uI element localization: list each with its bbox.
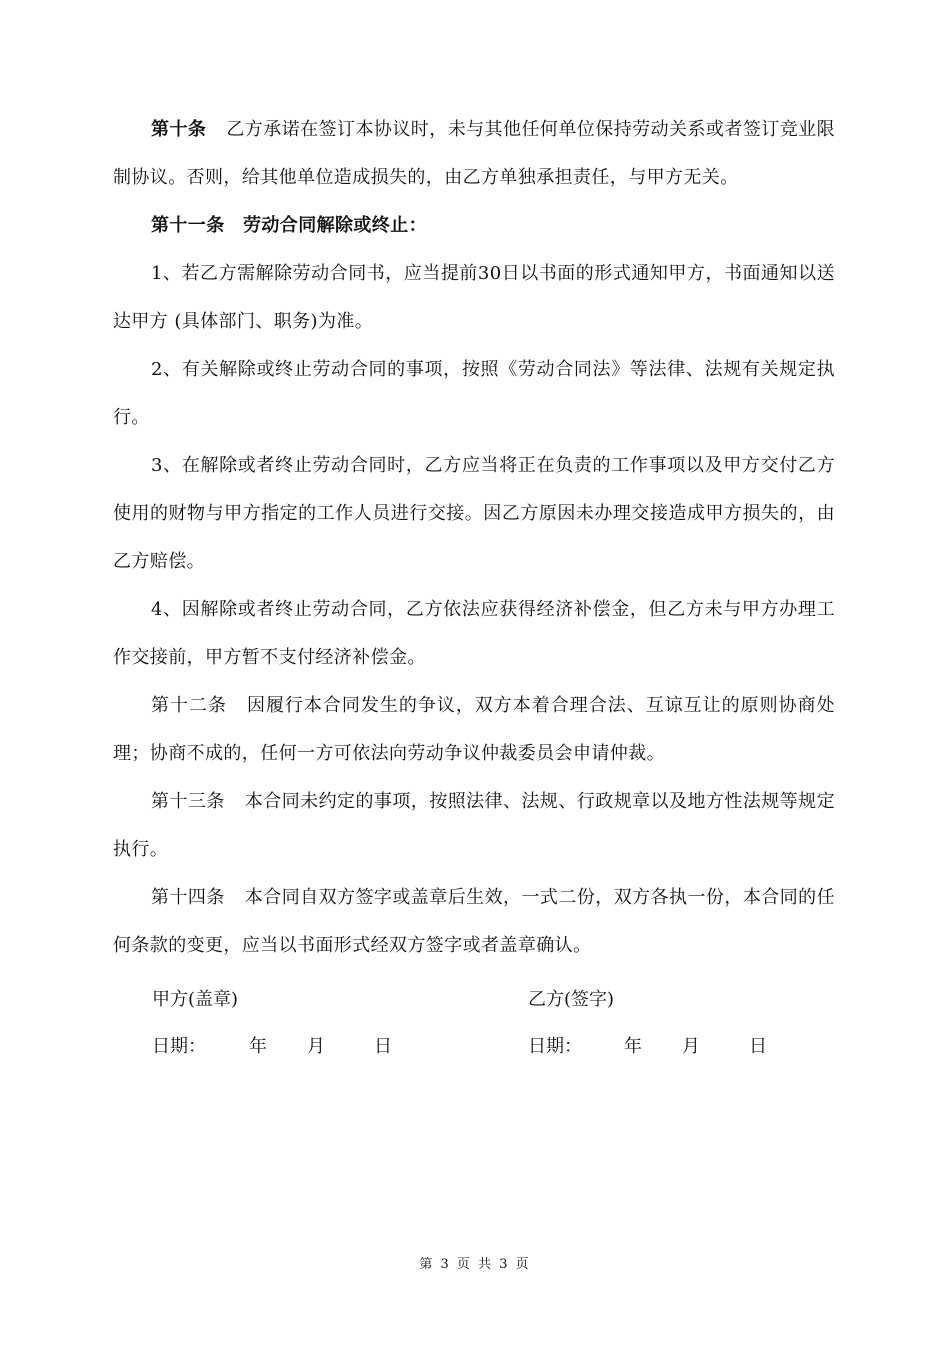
article-11-item-2: 2、有关解除或终止劳动合同的事项，按照《劳动合同法》等法律、法规有关规定执行。 <box>113 359 835 428</box>
party-a-date-year: 年 <box>249 1036 267 1057</box>
article-11-heading: 第十一条 劳动合同解除或终止： <box>151 215 427 236</box>
party-b-sign-label: 乙方(签字) <box>528 989 615 1010</box>
party-a-date-month: 月 <box>307 1036 325 1057</box>
article-12-text: 因履行本合同发生的争议，双方本着合理合法、互谅互让的原则协商处理；协商不成的，任何一方可依法向劳动争议仲裁委员会申请仲裁。 <box>113 695 835 764</box>
article-11-item-4: 4、因解除或者终止劳动合同，乙方依法应获得经济补偿金，但乙方未与甲方办理工作交接前，甲方暂不支付经济补偿金。 <box>113 599 835 668</box>
party-a-date-label: 日期： <box>152 1036 206 1057</box>
article-10 <box>113 106 835 202</box>
article-10-heading: 第十条 <box>151 119 207 140</box>
signature-date-row <box>152 1027 832 1067</box>
article-13-text: 本合同未约定的事项，按照法律、法规、行政规章以及地方性法规等规定执行。 <box>113 791 836 860</box>
article-14-heading: 第十四条 <box>151 887 225 908</box>
article-12 <box>113 682 835 778</box>
party-a-seal-label: 甲方(盖章) <box>152 989 239 1010</box>
party-b-date-day: 日 <box>749 1036 767 1057</box>
article-11-item-1: 1、若乙方需解除劳动合同书，应当提前30日以书面的形式通知甲方，书面通知以送达甲方 (具体部门、职务)为准。 <box>113 263 835 332</box>
article-11-item-3: 3、在解除或者终止劳动合同时，乙方应当将正在负责的工作事项以及甲方交付乙方使用的财物与甲方指定的工作人员进行交接。因乙方原因未办理交接造成甲方损失的，由乙方赔偿。 <box>113 455 835 572</box>
article-12-heading: 第十二条 <box>151 695 227 716</box>
party-b-date-label: 日期： <box>528 1036 582 1057</box>
party-b-date-year: 年 <box>624 1036 642 1057</box>
article-13 <box>113 778 835 874</box>
article-13-heading: 第十三条 <box>151 791 225 812</box>
article-14-text: 本合同自双方签字或盖章后生效，一式二份，双方各执一份，本合同的任何条款的变更，应当以书面形式经双方签字或者盖章确认。 <box>113 887 836 956</box>
signature-parties-row <box>152 980 832 1020</box>
document-body <box>113 106 835 970</box>
party-a-date-day: 日 <box>374 1036 392 1057</box>
party-b-date-month: 月 <box>682 1036 700 1057</box>
article-14 <box>113 874 835 970</box>
article-10-text: 乙方承诺在签订本协议时，未与其他任何单位保持劳动关系或者签订竞业限制协议。否则，给其他单位造成损失的，由乙方单独承担责任，与甲方无关。 <box>113 119 835 188</box>
page-footer: 第 3 页 共 3 页 <box>419 1257 531 1272</box>
